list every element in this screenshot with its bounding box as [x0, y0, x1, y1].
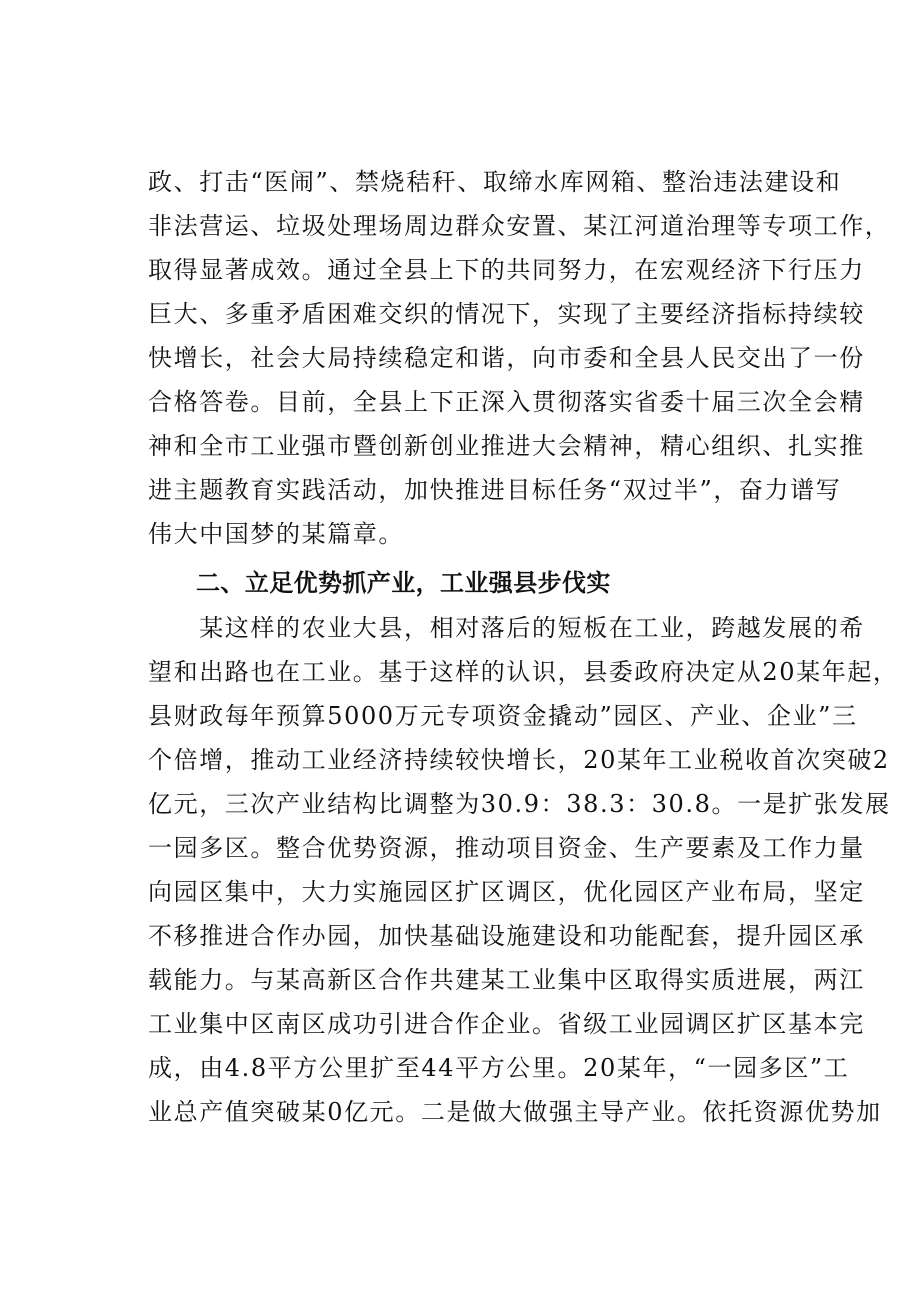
text-line: 合格答卷。目前，全县上下正深入贯彻落实省委十届三次全会精 [148, 388, 865, 416]
text-line: 政、打击“医闹”、禁烧秸秆、取缔水库网箱、整治违法建设和 [148, 168, 842, 196]
text-line: 业总产值突破某0亿元。二是做大做强主导产业。依托资源优势加 [148, 1098, 882, 1126]
text-line: 进主题教育实践活动，加快推进目标任务“双过半”，奋力谱写 [148, 476, 842, 504]
section-heading: 二、立足优势抓产业，工业强县步伐实 [196, 569, 611, 597]
text-line: 神和全市工业强市暨创新创业推进大会精神，精心组织、扎实推 [148, 432, 865, 460]
text-line: 个倍增，推动工业经济持续较快增长，20某年工业税收首次突破2 [148, 746, 890, 774]
text-line: 伟大中国梦的某篇章。 [148, 520, 404, 548]
text-line: 不移推进合作办园，加快基础设施建设和功能配套，提升园区承 [148, 922, 865, 950]
paragraph-1 [148, 160, 891, 556]
text-line: 非法营运、垃圾处理场周边群众安置、某江河道治理等专项工作， [148, 212, 891, 240]
text-line: 某这样的农业大县，相对落后的短板在工业，跨越发展的希 [148, 614, 865, 642]
text-line: 成，由4.8平方公里扩至44平方公里。20某年，“一园多区”工 [148, 1054, 850, 1082]
text-line: 载能力。与某高新区合作共建某工业集中区取得实质进展，两江 [148, 966, 865, 994]
text-line: 一园多区。整合优势资源，推动项目资金、生产要素及工作力量 [148, 834, 865, 862]
text-line: 望和出路也在工业。基于这样的认识，县委政府决定从20某年起， [148, 658, 899, 686]
text-line: 工业集中区南区成功引进合作企业。省级工业园调区扩区基本完 [148, 1010, 865, 1038]
text-line: 亿元，三次产业结构比调整为30.9：38.3：30.8。一是扩张发展 [148, 790, 891, 818]
text-line: 县财政每年预算5000万元专项资金撬动”园区、产业、企业”三 [148, 702, 858, 730]
section-2 [148, 560, 899, 1134]
text-line: 快增长，社会大局持续稳定和谐，向市委和全县人民交出了一份 [148, 344, 865, 372]
text-line: 巨大、多重矛盾困难交织的情况下，实现了主要经济指标持续较 [148, 300, 865, 328]
text-line: 取得显著成效。通过全县上下的共同努力，在宏观经济下行压力 [148, 256, 865, 284]
text-line: 向园区集中，大力实施园区扩区调区，优化园区产业布局，坚定 [148, 878, 865, 906]
